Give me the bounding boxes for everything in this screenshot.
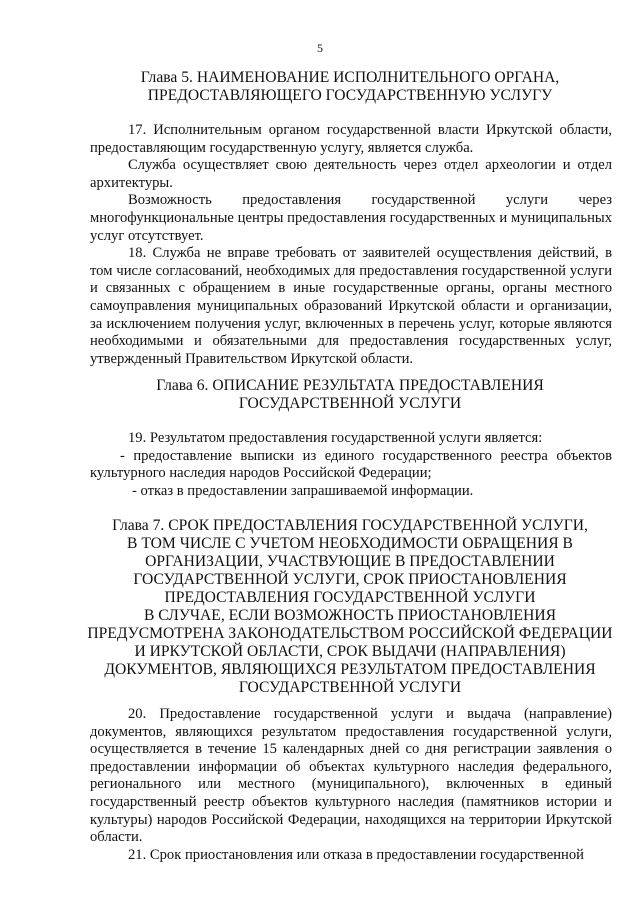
paragraph-19: 19. Результатом предоставления государственной услуги является: bbox=[128, 430, 543, 446]
paragraph-service-dept: Служба осуществляет свою деятельность через отдел археологии и отдел архитектуры. bbox=[90, 157, 612, 191]
heading-line: В ТОМ ЧИСЛЕ С УЧЕТОМ НЕОБХОДИМОСТИ ОБРАЩЕНИЯ В bbox=[127, 535, 573, 552]
chapter-6-body bbox=[90, 430, 612, 500]
heading-line: ГОСУДАРСТВЕННОЙ УСЛУГИ, СРОК ПРИОСТАНОВЛЕНИЯ bbox=[133, 571, 567, 588]
heading-line: И ИРКУТСКОЙ ОБЛАСТИ, СРОК ВЫДАЧИ (НАПРАВЛЕНИЯ) bbox=[134, 643, 566, 660]
heading-line: Глава 6. ОПИСАНИЕ РЕЗУЛЬТАТА ПРЕДОСТАВЛЕНИЯ bbox=[156, 377, 544, 394]
heading-line: ПРЕДОСТАВЛЕНИЯ ГОСУДАРСТВЕННОЙ УСЛУГИ bbox=[164, 589, 536, 606]
heading-line: Глава 5. НАИМЕНОВАНИЕ ИСПОЛНИТЕЛЬНОГО ОРГАНА, bbox=[140, 69, 560, 86]
heading-line: ПРЕДОСТАВЛЯЮЩЕГО ГОСУДАРСТВЕННУЮ УСЛУГУ bbox=[147, 87, 553, 104]
chapter-5-heading bbox=[80, 69, 620, 105]
list-item-extract: - предоставление выписки из единого государственного реестра объектов культурного наследия народов Российской Федерации; bbox=[90, 447, 612, 482]
paragraph-mfc: Возможность предоставления государственной услуги через многофункциональные центры предоставления государственных и муниципальных услуг отсутствует. bbox=[90, 192, 612, 244]
paragraph-21: 21. Срок приостановления или отказа в предоставлении государственной bbox=[128, 846, 584, 863]
chapter-7-heading bbox=[80, 517, 620, 697]
paragraph-20: 20. Предоставление государственной услуги и выдача (направление) документов, являющихся результатом предоставления государственной услуги, осуществляется в течение 15 календарных дней со дня регистрации заявления о предоставлении информации об объектах культурного наследия федерального, регионального или местного (муниципального), включенных в единый государственный реестр объектов культурного наследия (памятников истории и культуры) народов Российской Федерации, находящихся на территории Иркутской области. bbox=[90, 706, 612, 846]
heading-line: В СЛУЧАЕ, ЕСЛИ ВОЗМОЖНОСТЬ ПРИОСТАНОВЛЕНИЯ bbox=[143, 607, 556, 624]
heading-line: Глава 7. СРОК ПРЕДОСТАВЛЕНИЯ ГОСУДАРСТВЕННОЙ УСЛУГИ, bbox=[112, 517, 588, 534]
paragraph-18: 18. Служба не вправе требовать от заявителей осуществления действий, в том числе согласований, необходимых для предоставления государственной услуги и связанных с обращением в иные государственные органы, органы местного самоуправления муниципальных образований Иркутской области и организации, за исключением получения услуг, включенных в перечень услуг, которые являются необходимыми и обязательными для предоставления государственных услуг, утвержденный Правительством Иркутской области. bbox=[90, 245, 612, 367]
chapter-6-heading bbox=[80, 377, 620, 413]
list-item-refusal: - отказ в предоставлении запрашиваемой информации. bbox=[132, 482, 474, 499]
heading-line: ДОКУМЕНТОВ, ЯВЛЯЮЩИХСЯ РЕЗУЛЬТАТОМ ПРЕДОСТАВЛЕНИЯ bbox=[104, 661, 596, 678]
page-number: 5 bbox=[317, 41, 323, 55]
heading-line: ГОСУДАРСТВЕННОЙ УСЛУГИ bbox=[238, 395, 462, 412]
heading-line: ГОСУДАРСТВЕННОЙ УСЛУГИ bbox=[238, 679, 462, 696]
paragraph-17: 17. Исполнительным органом государственной власти Иркутской области, предоставляющим государственную услугу, является служба. bbox=[90, 122, 612, 156]
heading-line: ОРГАНИЗАЦИИ, УЧАСТВУЮЩИЕ В ПРЕДОСТАВЛЕНИИ bbox=[145, 553, 555, 570]
chapter-7-body bbox=[90, 706, 612, 864]
chapter-5-body bbox=[90, 122, 612, 368]
heading-line: ПРЕДУСМОТРЕНА ЗАКОНОДАТЕЛЬСТВОМ РОССИЙСКОЙ ФЕДЕРАЦИИ bbox=[87, 625, 613, 642]
